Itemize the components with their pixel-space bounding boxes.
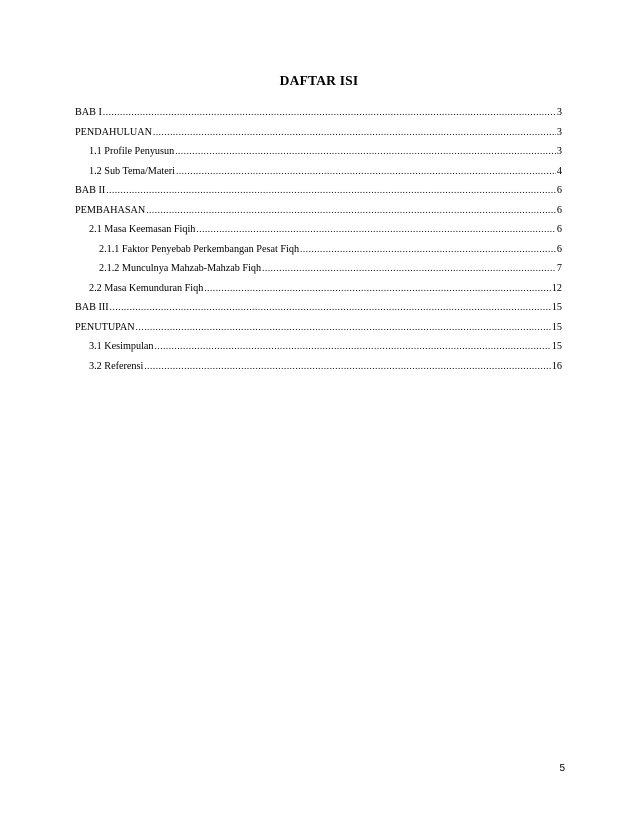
toc-entry-penutupan[interactable] — [75, 318, 562, 338]
toc-entry-bab-1[interactable] — [75, 103, 562, 123]
toc-dot-leader — [300, 240, 556, 260]
toc-entry-label: BAB II — [75, 181, 106, 201]
toc-dot-leader — [146, 201, 556, 221]
toc-entry-page: 3 — [556, 126, 562, 138]
toc-entry-3-1[interactable] — [75, 337, 562, 357]
toc-entry-label: 2.1.1 Faktor Penyebab Perkembangan Pesat Fiqh — [99, 240, 300, 260]
toc-entry-label: 2.1.2 Munculnya Mahzab-Mahzab Fiqh — [99, 259, 262, 279]
toc-entry-page: 15 — [551, 321, 562, 333]
toc-dot-leader — [103, 103, 556, 123]
toc-entry-page: 6 — [556, 224, 562, 235]
toc-entry-page: 12 — [551, 282, 562, 294]
toc-entry-page: 7 — [556, 263, 562, 274]
toc-entry-label: 3.1 Kesimpulan — [89, 337, 155, 357]
toc-entry-label: PEMBAHASAN — [75, 201, 146, 221]
toc-dot-leader — [106, 181, 556, 201]
toc-dot-leader — [262, 259, 556, 279]
toc-entry-2-1-2[interactable] — [75, 259, 562, 279]
page-title: DAFTAR ISI — [279, 73, 359, 88]
toc-entry-label: 2.2 Masa Kemunduran Fiqh — [89, 279, 204, 299]
toc-entry-page: 16 — [551, 360, 562, 372]
toc-entry-2-2[interactable] — [75, 279, 562, 299]
toc-dot-leader — [144, 357, 550, 377]
toc-entry-label: BAB I — [75, 103, 103, 123]
toc-entry-label: 3.2 Referensi — [89, 357, 144, 377]
toc-entry-page: 3 — [556, 146, 562, 157]
toc-dot-leader — [176, 162, 556, 182]
toc-entry-bab-3[interactable] — [75, 298, 562, 318]
toc-entry-label: 1.2 Sub Tema/Materi — [89, 162, 176, 182]
toc-entry-page: 15 — [551, 302, 562, 313]
toc-entry-label: BAB III — [75, 298, 110, 318]
page-number: 5 — [559, 763, 565, 774]
toc-entry-page: 4 — [556, 165, 562, 177]
toc-entry-page: 6 — [556, 204, 562, 216]
toc-entry-page: 6 — [556, 243, 562, 255]
toc-entry-label: PENUTUPAN — [75, 318, 136, 338]
toc-entry-label: PENDAHULUAN — [75, 123, 153, 143]
toc-dot-leader — [155, 337, 551, 357]
toc-entry-pembahasan[interactable] — [75, 201, 562, 221]
toc-entry-1-1[interactable] — [75, 142, 562, 162]
toc-entry-label: 2.1 Masa Keemasan Fiqih — [89, 220, 196, 240]
toc-dot-leader — [175, 142, 556, 162]
table-of-contents — [75, 103, 562, 376]
toc-dot-leader — [204, 279, 551, 299]
toc-entry-page: 6 — [556, 185, 562, 196]
toc-entry-page: 3 — [556, 107, 562, 118]
toc-entry-label: 1.1 Profile Penyusun — [89, 142, 175, 162]
toc-entry-bab-2[interactable] — [75, 181, 562, 201]
toc-entry-pendahuluan[interactable] — [75, 123, 562, 143]
toc-entry-2-1-1[interactable] — [75, 240, 562, 260]
toc-dot-leader — [136, 318, 551, 338]
toc-entry-2-1[interactable] — [75, 220, 562, 240]
toc-entry-1-2[interactable] — [75, 162, 562, 182]
toc-dot-leader — [153, 123, 556, 143]
toc-entry-page: 15 — [551, 341, 562, 352]
toc-dot-leader — [110, 298, 551, 318]
toc-entry-3-2[interactable] — [75, 357, 562, 377]
toc-dot-leader — [196, 220, 556, 240]
